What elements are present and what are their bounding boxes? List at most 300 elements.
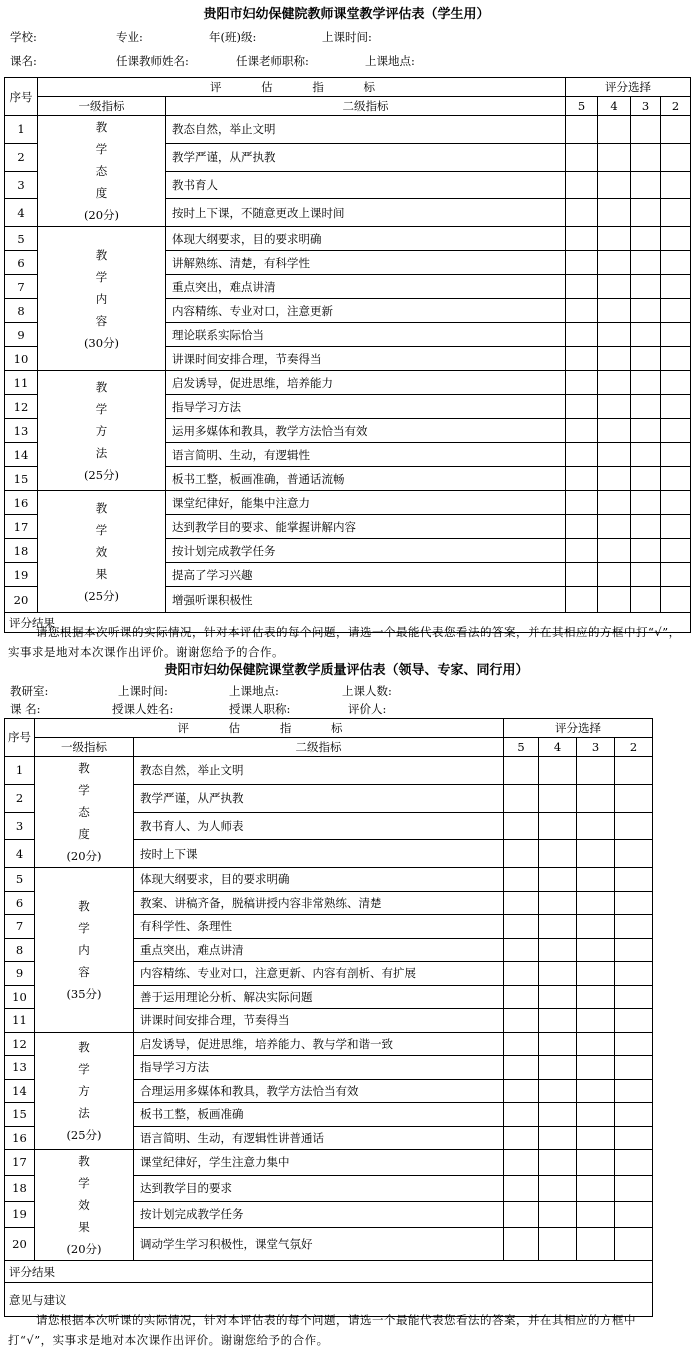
score-5-checkbox[interactable]: [566, 515, 598, 539]
score-4-checkbox[interactable]: [598, 491, 631, 515]
score-2-checkbox[interactable]: [615, 868, 653, 892]
score-5-checkbox[interactable]: [566, 323, 598, 347]
score-3-header: 3: [577, 738, 615, 757]
score-2-checkbox[interactable]: [615, 757, 653, 785]
score-4-checkbox[interactable]: [539, 1175, 577, 1201]
score-2-checkbox[interactable]: [615, 1056, 653, 1080]
count-label: 上课人数:: [342, 684, 392, 698]
score-5-checkbox[interactable]: [566, 371, 598, 395]
score-5-checkbox[interactable]: [504, 840, 539, 868]
score-5-checkbox[interactable]: [504, 1032, 539, 1056]
score-3-checkbox[interactable]: [577, 784, 615, 812]
score-5-checkbox[interactable]: [504, 812, 539, 840]
score-5-checkbox[interactable]: [504, 1201, 539, 1227]
form1-meta-row1: [0, 26, 693, 48]
score-2-checkbox[interactable]: [615, 1103, 653, 1127]
row-number: 9: [5, 323, 38, 347]
score-5-checkbox[interactable]: [504, 962, 539, 986]
score-4-checkbox[interactable]: [539, 962, 577, 986]
row-number: 16: [5, 491, 38, 515]
category-points: (25分): [83, 467, 120, 482]
score-2-checkbox[interactable]: [661, 395, 691, 419]
row-number: 2: [5, 784, 35, 812]
row-number: 8: [5, 299, 38, 323]
class-time-label: 上课时间:: [118, 684, 168, 698]
score-4-checkbox[interactable]: [598, 587, 631, 613]
score-3-checkbox[interactable]: [577, 1150, 615, 1176]
score-5-checkbox[interactable]: [566, 199, 598, 227]
score-2-checkbox[interactable]: [661, 251, 691, 275]
row-number: 1: [5, 116, 38, 144]
score-4-checkbox[interactable]: [598, 275, 631, 299]
score-2-checkbox[interactable]: [661, 467, 691, 491]
score-5-checkbox[interactable]: [504, 938, 539, 962]
criterion-text: 内容精练、专业对口，注意更新、内容有剖析、有扩展: [134, 962, 504, 986]
score-5-checkbox[interactable]: [504, 868, 539, 892]
class-time-label: 上课时间:: [322, 30, 372, 44]
score-4-checkbox[interactable]: [539, 1056, 577, 1080]
category-cell: [35, 757, 134, 868]
score-3-checkbox[interactable]: [631, 419, 661, 443]
score-5-checkbox[interactable]: [566, 587, 598, 613]
score-4-checkbox[interactable]: [539, 1126, 577, 1150]
row-number: 20: [5, 587, 38, 613]
score-2-checkbox[interactable]: [661, 347, 691, 371]
score-3-checkbox[interactable]: [631, 563, 661, 587]
score-2-checkbox[interactable]: [661, 443, 691, 467]
score-3-checkbox[interactable]: [577, 962, 615, 986]
score-4-checkbox[interactable]: [539, 812, 577, 840]
opinion-row: 意见与建议: [5, 1283, 653, 1317]
category-char: 学: [95, 269, 108, 284]
score-4-checkbox[interactable]: [598, 419, 631, 443]
row-number: 11: [5, 371, 38, 395]
score-2-checkbox[interactable]: [615, 1175, 653, 1201]
score-4-checkbox[interactable]: [539, 1032, 577, 1056]
criterion-text: 按计划完成教学任务: [166, 539, 566, 563]
score-5-checkbox[interactable]: [504, 1150, 539, 1176]
category-char: 学: [78, 920, 90, 935]
form1-table: [4, 77, 691, 633]
rating-header: 评分选择: [504, 719, 653, 738]
score-2-checkbox[interactable]: [615, 1032, 653, 1056]
criterion-text: 板书工整，板画准确，普通话流畅: [166, 467, 566, 491]
score-4-checkbox[interactable]: [539, 1103, 577, 1127]
score-2-checkbox[interactable]: [615, 1150, 653, 1176]
criterion-text: 达到教学目的要求: [134, 1175, 504, 1201]
score-3-checkbox[interactable]: [631, 323, 661, 347]
score-4-header: 4: [598, 97, 631, 116]
score-5-checkbox[interactable]: [504, 784, 539, 812]
score-2-checkbox[interactable]: [661, 116, 691, 144]
category-char: 果: [95, 566, 108, 581]
location-label: 上课地点:: [365, 54, 415, 68]
score-5-checkbox[interactable]: [566, 227, 598, 251]
score-3-checkbox[interactable]: [577, 757, 615, 785]
score-5-checkbox[interactable]: [566, 539, 598, 563]
category-points: (25分): [66, 1127, 102, 1142]
row-number: 2: [5, 143, 38, 171]
criterion-text: 指导学习方法: [134, 1056, 504, 1080]
category-cell: [38, 491, 166, 613]
category-char: 法: [95, 445, 108, 460]
score-4-checkbox[interactable]: [598, 563, 631, 587]
score-5-checkbox[interactable]: [566, 143, 598, 171]
score-4-checkbox[interactable]: [598, 443, 631, 467]
score-5-checkbox[interactable]: [504, 1009, 539, 1033]
row-number: 17: [5, 515, 38, 539]
criterion-text: 教学严谨，从严执教: [134, 784, 504, 812]
row-number: 20: [5, 1227, 35, 1260]
category-char: 内: [95, 291, 108, 306]
score-3-checkbox[interactable]: [631, 539, 661, 563]
course-label: 课名:: [10, 54, 37, 68]
score-4-checkbox[interactable]: [539, 1201, 577, 1227]
score-3-checkbox[interactable]: [577, 1126, 615, 1150]
criterion-text: 增强听课积极性: [166, 587, 566, 613]
criterion-text: 教书育人、为人师表: [134, 812, 504, 840]
score-2-checkbox[interactable]: [661, 227, 691, 251]
score-2-checkbox[interactable]: [661, 419, 691, 443]
score-3-checkbox[interactable]: [631, 171, 661, 199]
score-2-checkbox[interactable]: [615, 1079, 653, 1103]
score-3-checkbox[interactable]: [631, 467, 661, 491]
category-char: 教: [78, 1154, 90, 1168]
row-number: 7: [5, 915, 35, 939]
score-2-checkbox[interactable]: [615, 1126, 653, 1150]
score-3-checkbox[interactable]: [631, 275, 661, 299]
indicators-header: 评 估 指 标: [35, 719, 504, 738]
score-5-checkbox[interactable]: [566, 467, 598, 491]
score-4-checkbox[interactable]: [539, 784, 577, 812]
result-row: 评分结果: [5, 613, 691, 633]
seq-header: 序号: [5, 719, 35, 757]
category-cell: [38, 116, 166, 227]
score-4-checkbox[interactable]: [598, 371, 631, 395]
row-number: 6: [5, 251, 38, 275]
level1-header: 一级指标: [38, 97, 166, 116]
row-number: 17: [5, 1150, 35, 1176]
score-5-checkbox[interactable]: [566, 275, 598, 299]
score-2-checkbox[interactable]: [615, 915, 653, 939]
criterion-text: 按计划完成教学任务: [134, 1201, 504, 1227]
row-number: 14: [5, 443, 38, 467]
score-3-checkbox[interactable]: [577, 985, 615, 1009]
score-3-checkbox[interactable]: [577, 868, 615, 892]
row-number: 10: [5, 347, 38, 371]
score-3-checkbox[interactable]: [577, 840, 615, 868]
score-3-checkbox[interactable]: [577, 1175, 615, 1201]
score-3-checkbox[interactable]: [577, 891, 615, 915]
category-cell: [38, 227, 166, 371]
score-2-checkbox[interactable]: [661, 563, 691, 587]
score-2-checkbox[interactable]: [661, 491, 691, 515]
score-5-checkbox[interactable]: [504, 1103, 539, 1127]
row-number: 6: [5, 891, 35, 915]
school-label: 学校:: [10, 30, 37, 44]
score-4-checkbox[interactable]: [539, 868, 577, 892]
location-label: 上课地点:: [229, 684, 279, 698]
score-2-checkbox[interactable]: [661, 539, 691, 563]
category-char: 教: [95, 500, 108, 515]
row-number: 19: [5, 563, 38, 587]
score-3-checkbox[interactable]: [577, 1201, 615, 1227]
criterion-text: 教态自然，举止文明: [166, 116, 566, 144]
teacher-name-label: 授课人姓名:: [112, 702, 174, 716]
score-3-checkbox[interactable]: [577, 1056, 615, 1080]
criterion-text: 板书工整，板画准确: [134, 1103, 504, 1127]
score-2-checkbox[interactable]: [661, 143, 691, 171]
category-char: 学: [78, 1061, 90, 1076]
category-points: (35分): [66, 986, 102, 1001]
criterion-text: 课堂纪律好，学生注意力集中: [134, 1150, 504, 1176]
score-2-checkbox[interactable]: [661, 299, 691, 323]
score-5-checkbox[interactable]: [504, 1079, 539, 1103]
score-3-checkbox[interactable]: [631, 227, 661, 251]
score-4-checkbox[interactable]: [539, 840, 577, 868]
category-char: 效: [78, 1198, 90, 1212]
row-number: 3: [5, 812, 35, 840]
score-2-checkbox[interactable]: [615, 840, 653, 868]
score-3-checkbox[interactable]: [631, 491, 661, 515]
form2-table: [4, 718, 653, 1317]
criterion-text: 教案、讲稿齐备，脱稿讲授内容非常熟练、清楚: [134, 891, 504, 915]
score-4-checkbox[interactable]: [539, 1079, 577, 1103]
score-5-checkbox[interactable]: [566, 491, 598, 515]
criterion-text: 启发诱导，促进思维，培养能力、教与学和谐一致: [134, 1032, 504, 1056]
criterion-text: 合理运用多媒体和教具，教学方法恰当有效: [134, 1079, 504, 1103]
row-number: 12: [5, 1032, 35, 1056]
score-2-checkbox[interactable]: [661, 275, 691, 299]
score-2-checkbox[interactable]: [661, 587, 691, 613]
form2-note: 请您根据本次听课的实际情况，针对本评估表的每个问题，请选一个最能代表您看法的答案，并在其相应的方框中打“√”，实事求是地对本次课作出评价。谢谢您给予的合作。: [8, 1313, 636, 1347]
row-number: 15: [5, 467, 38, 491]
score-2-checkbox[interactable]: [615, 1201, 653, 1227]
category-char: 学: [95, 522, 108, 537]
category-char: 效: [95, 544, 108, 559]
table-row: [5, 371, 691, 395]
score-3-checkbox[interactable]: [631, 199, 661, 227]
level2-header: 二级指标: [134, 738, 504, 757]
score-5-checkbox[interactable]: [504, 891, 539, 915]
score-3-checkbox[interactable]: [577, 1079, 615, 1103]
score-4-checkbox[interactable]: [539, 938, 577, 962]
score-2-checkbox[interactable]: [615, 962, 653, 986]
row-number: 4: [5, 840, 35, 868]
table-row: [5, 116, 691, 144]
score-3-checkbox[interactable]: [631, 251, 661, 275]
criterion-text: 教书育人: [166, 171, 566, 199]
row-number: 18: [5, 539, 38, 563]
score-4-checkbox[interactable]: [598, 539, 631, 563]
score-4-checkbox[interactable]: [598, 227, 631, 251]
score-3-checkbox[interactable]: [631, 143, 661, 171]
criterion-text: 达到教学目的要求、能掌握讲解内容: [166, 515, 566, 539]
teacher-title-label: 任课老师职称:: [236, 54, 309, 68]
score-3-checkbox[interactable]: [577, 1227, 615, 1260]
score-5-checkbox[interactable]: [504, 1227, 539, 1260]
category-char: 学: [95, 142, 108, 156]
seq-header: 序号: [5, 78, 38, 116]
score-2-checkbox[interactable]: [661, 371, 691, 395]
score-3-checkbox[interactable]: [631, 116, 661, 144]
criterion-text: 教学严谨，从严执教: [166, 143, 566, 171]
category-char: 教: [78, 1039, 90, 1054]
criterion-text: 指导学习方法: [166, 395, 566, 419]
score-4-checkbox[interactable]: [539, 891, 577, 915]
score-3-checkbox[interactable]: [631, 443, 661, 467]
score-4-checkbox[interactable]: [598, 199, 631, 227]
criterion-text: 体现大纲要求，目的要求明确: [166, 227, 566, 251]
score-4-checkbox[interactable]: [598, 467, 631, 491]
score-5-checkbox[interactable]: [504, 1175, 539, 1201]
score-3-checkbox[interactable]: [577, 1103, 615, 1127]
score-4-checkbox[interactable]: [539, 1009, 577, 1033]
score-5-checkbox[interactable]: [566, 299, 598, 323]
score-4-checkbox[interactable]: [598, 143, 631, 171]
category-points: (20分): [83, 208, 120, 222]
score-4-checkbox[interactable]: [539, 1150, 577, 1176]
score-2-checkbox[interactable]: [615, 1227, 653, 1260]
score-2-checkbox[interactable]: [661, 199, 691, 227]
teacher-title-label: 授课人职称:: [229, 702, 291, 716]
score-2-checkbox[interactable]: [615, 812, 653, 840]
table-row: [5, 868, 653, 892]
table-row: [5, 1032, 653, 1056]
category-char: 容: [95, 313, 108, 328]
score-3-checkbox[interactable]: [577, 915, 615, 939]
criterion-text: 善于运用理论分析、解决实际问题: [134, 985, 504, 1009]
score-4-checkbox[interactable]: [539, 757, 577, 785]
form2-title: 贵阳市妇幼保健院课堂教学质量评估表（领导、专家、同行用）: [164, 663, 529, 678]
category-points: (20分): [66, 1242, 102, 1256]
score-4-checkbox[interactable]: [598, 347, 631, 371]
score-3-checkbox[interactable]: [577, 1032, 615, 1056]
category-char: 学: [78, 1176, 90, 1190]
category-char: 方: [95, 423, 108, 438]
criterion-text: 启发诱导，促进思维，培养能力: [166, 371, 566, 395]
score-2-header: 2: [615, 738, 653, 757]
score-5-header: 5: [504, 738, 539, 757]
score-2-checkbox[interactable]: [615, 985, 653, 1009]
score-4-checkbox[interactable]: [598, 251, 631, 275]
score-5-checkbox[interactable]: [566, 395, 598, 419]
score-4-checkbox[interactable]: [539, 985, 577, 1009]
score-2-checkbox[interactable]: [661, 171, 691, 199]
category-cell: [38, 371, 166, 491]
criterion-text: 有科学性、条理性: [134, 915, 504, 939]
category-char: 教: [78, 898, 90, 913]
score-2-checkbox[interactable]: [615, 1009, 653, 1033]
score-2-checkbox[interactable]: [615, 784, 653, 812]
score-3-checkbox[interactable]: [577, 812, 615, 840]
score-5-checkbox[interactable]: [566, 563, 598, 587]
score-5-checkbox[interactable]: [504, 915, 539, 939]
category-char: 法: [78, 1105, 90, 1120]
score-4-checkbox[interactable]: [539, 915, 577, 939]
row-number: 10: [5, 985, 35, 1009]
row-number: 7: [5, 275, 38, 299]
score-2-checkbox[interactable]: [661, 323, 691, 347]
criterion-text: 按时上下课: [134, 840, 504, 868]
score-2-checkbox[interactable]: [615, 891, 653, 915]
score-5-checkbox[interactable]: [566, 171, 598, 199]
score-3-checkbox[interactable]: [631, 515, 661, 539]
row-number: 13: [5, 1056, 35, 1080]
score-5-checkbox[interactable]: [504, 1056, 539, 1080]
row-number: 8: [5, 938, 35, 962]
score-4-checkbox[interactable]: [598, 515, 631, 539]
score-5-checkbox[interactable]: [566, 443, 598, 467]
score-3-header: 3: [631, 97, 661, 116]
score-5-checkbox[interactable]: [504, 985, 539, 1009]
score-5-checkbox[interactable]: [566, 347, 598, 371]
table-row: [5, 227, 691, 251]
category-cell: [35, 868, 134, 1033]
score-2-checkbox[interactable]: [615, 938, 653, 962]
score-5-checkbox[interactable]: [504, 757, 539, 785]
category-char: 方: [78, 1083, 90, 1098]
evaluator-label: 评价人:: [348, 702, 387, 716]
score-4-checkbox[interactable]: [598, 116, 631, 144]
score-3-checkbox[interactable]: [631, 371, 661, 395]
criterion-text: 理论联系实际恰当: [166, 323, 566, 347]
score-3-checkbox[interactable]: [577, 938, 615, 962]
score-5-checkbox[interactable]: [566, 251, 598, 275]
score-3-checkbox[interactable]: [631, 395, 661, 419]
score-3-checkbox[interactable]: [631, 299, 661, 323]
score-4-checkbox[interactable]: [598, 171, 631, 199]
category-points: (20分): [66, 849, 102, 863]
score-4-checkbox[interactable]: [598, 323, 631, 347]
dept-label: 教研室:: [10, 684, 49, 698]
row-number: 3: [5, 171, 38, 199]
category-char: 教: [78, 761, 90, 775]
table-row: [5, 1150, 653, 1176]
teacher-name-label: 任课教师姓名:: [116, 54, 189, 68]
score-3-checkbox[interactable]: [577, 1009, 615, 1033]
criterion-text: 运用多媒体和教具，教学方法恰当有效: [166, 419, 566, 443]
form1-title: 贵阳市妇幼保健院教师课堂教学评估表（学生用）: [203, 7, 490, 22]
category-char: 度: [95, 186, 108, 200]
score-4-checkbox[interactable]: [598, 395, 631, 419]
grade-label: 年(班)级:: [209, 30, 257, 44]
category-char: 内: [78, 942, 90, 957]
row-number: 19: [5, 1201, 35, 1227]
score-3-checkbox[interactable]: [631, 587, 661, 613]
category-char: 教: [95, 120, 108, 134]
score-4-header: 4: [539, 738, 577, 757]
row-number: 1: [5, 757, 35, 785]
criterion-text: 按时上下课，不随意更改上课时间: [166, 199, 566, 227]
criterion-text: 课堂纪律好，能集中注意力: [166, 491, 566, 515]
score-2-checkbox[interactable]: [661, 515, 691, 539]
score-5-checkbox[interactable]: [566, 419, 598, 443]
category-char: 教: [95, 247, 108, 262]
score-5-checkbox[interactable]: [566, 116, 598, 144]
form1-note: 请您根据本次听课的实际情况，针对本评估表的每个问题，请选一个最能代表您看法的答案，并在其相应的方框中打“√”，实事求是地对本次课作出评价。谢谢您给予的合作。: [8, 625, 681, 659]
score-4-checkbox[interactable]: [539, 1227, 577, 1260]
score-4-checkbox[interactable]: [598, 299, 631, 323]
rating-header: 评分选择: [566, 78, 691, 97]
course-label: 课 名:: [10, 702, 41, 716]
category-points: (30分): [83, 335, 120, 350]
score-3-checkbox[interactable]: [631, 347, 661, 371]
row-number: 4: [5, 199, 38, 227]
row-number: 15: [5, 1103, 35, 1127]
score-5-checkbox[interactable]: [504, 1126, 539, 1150]
result-row: 评分结果: [5, 1261, 653, 1283]
